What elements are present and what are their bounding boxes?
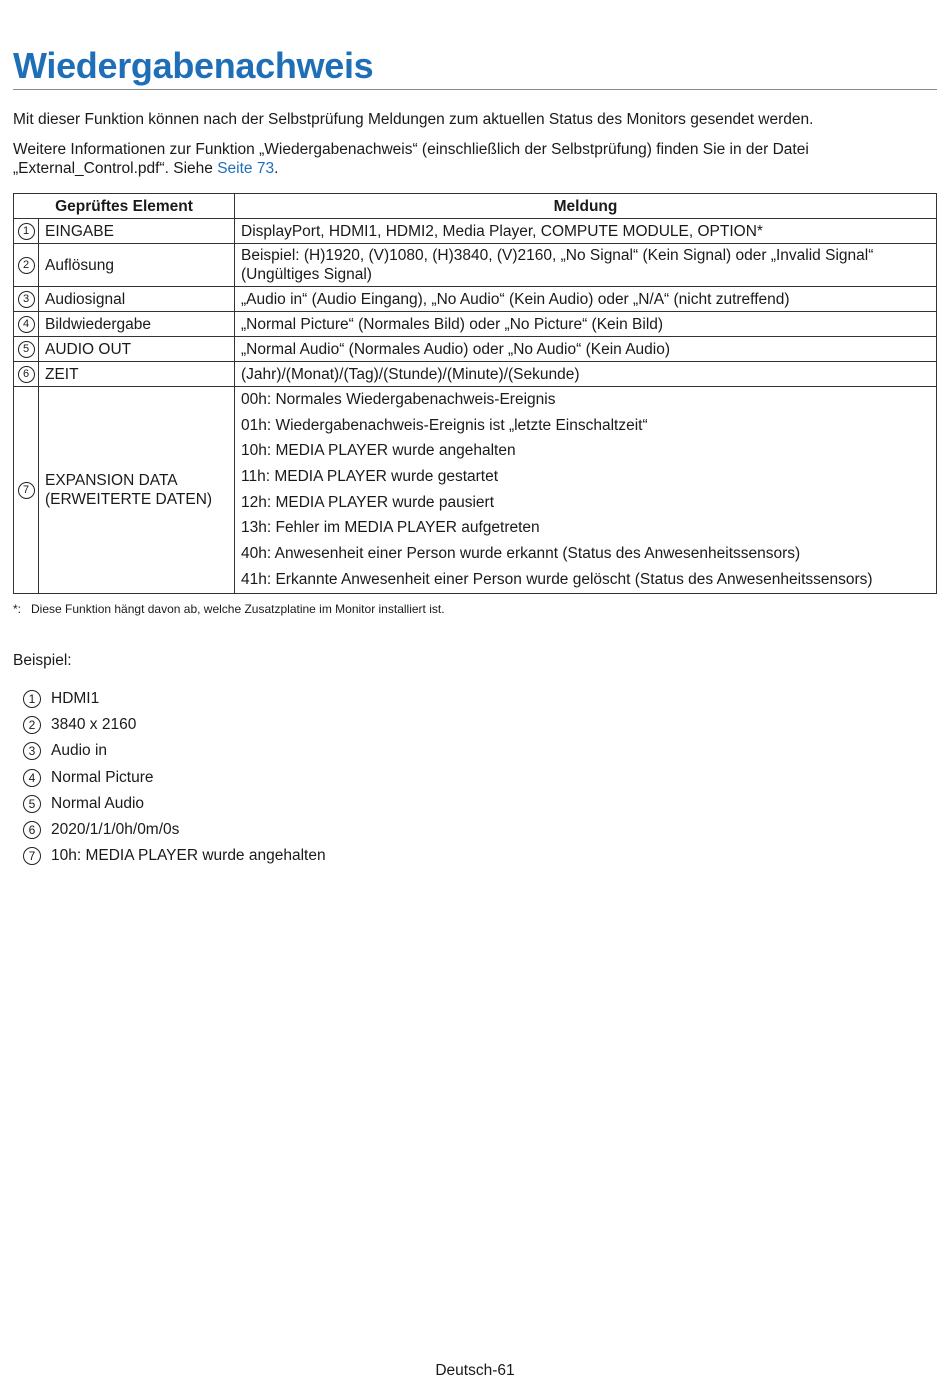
example-text: HDMI1 xyxy=(51,690,100,708)
example-item xyxy=(23,712,326,738)
footnote-mark: *: xyxy=(13,602,22,616)
element-line: (ERWEITERTE DATEN) xyxy=(45,490,213,508)
table-row xyxy=(14,362,937,387)
page-number: Deutsch-61 xyxy=(435,1362,515,1379)
row-message: „Normal Audio“ (Normales Audio) oder „No Audio“ (Kein Audio) xyxy=(235,337,937,362)
title-rule xyxy=(13,89,937,90)
circled-number: 1 xyxy=(23,690,41,708)
table-header-row xyxy=(14,194,937,219)
circled-number: 6 xyxy=(23,821,41,839)
expansion-message: 10h: MEDIA PLAYER wurde angehalten xyxy=(241,442,516,460)
row-element: Bildwiedergabe xyxy=(39,312,235,337)
row-element xyxy=(39,387,235,594)
expansion-message: 00h: Normales Wiedergabenachweis-Ereignis xyxy=(241,391,556,408)
circled-number: 1 xyxy=(18,223,35,240)
footnote xyxy=(13,602,445,616)
table-row xyxy=(14,244,937,287)
element-line: EXPANSION DATA xyxy=(45,471,178,489)
expansion-message: 01h: Wiedergabenachweis-Ereignis ist „letzte Einschaltzeit“ xyxy=(241,416,648,434)
table-row xyxy=(14,337,937,362)
header-element: Geprüftes Element xyxy=(14,194,235,219)
row-message-list xyxy=(235,387,937,594)
more-info-end: . xyxy=(274,160,279,177)
circled-number: 7 xyxy=(23,847,41,865)
row-number xyxy=(14,312,39,337)
row-number xyxy=(14,287,39,312)
row-number xyxy=(14,244,39,287)
expansion-message: 40h: Anwesenheit einer Person wurde erkannt (Status des Anwesenheitssensors) xyxy=(241,545,801,563)
example-item xyxy=(23,686,326,712)
expansion-message: 12h: MEDIA PLAYER wurde pausiert xyxy=(241,493,495,511)
example-item xyxy=(23,765,326,791)
circled-number: 2 xyxy=(18,257,35,274)
example-text: Normal Audio xyxy=(51,794,145,812)
table-row xyxy=(14,312,937,337)
example-text: 2020/1/1/0h/0m/0s xyxy=(51,821,180,839)
table-row xyxy=(14,219,937,244)
circled-number: 4 xyxy=(18,316,35,333)
example-item xyxy=(23,843,326,869)
example-text: 3840 x 2160 xyxy=(51,716,137,734)
example-item xyxy=(23,817,326,843)
example-item xyxy=(23,738,326,764)
row-message: DisplayPort, HDMI1, HDMI2, Media Player, COMPUTE MODULE, OPTION* xyxy=(235,219,937,244)
example-list xyxy=(23,686,326,869)
row-number xyxy=(14,387,39,594)
circled-number: 2 xyxy=(23,716,41,734)
expansion-message: 13h: Fehler im MEDIA PLAYER aufgetreten xyxy=(241,519,540,537)
more-info-paragraph xyxy=(13,140,923,178)
row-number xyxy=(14,337,39,362)
row-element: Auflösung xyxy=(39,244,235,287)
page-link[interactable]: Seite 73 xyxy=(217,160,275,177)
table-row-expansion xyxy=(14,387,937,594)
row-message: Beispiel: (H)1920, (V)1080, (H)3840, (V)2160, „No Signal“ (Kein Signal) oder „Invalid Signal“ (Ungültiges Signal) xyxy=(235,244,937,287)
circled-number: 3 xyxy=(18,291,35,308)
row-element: EINGABE xyxy=(39,219,235,244)
footnote-text: Diese Funktion hängt davon ab, welche Zusatzplatine im Monitor installiert ist. xyxy=(31,602,445,616)
circled-number: 5 xyxy=(18,341,35,358)
header-message: Meldung xyxy=(235,194,937,219)
row-message: (Jahr)/(Monat)/(Tag)/(Stunde)/(Minute)/(Sekunde) xyxy=(235,362,937,387)
page-title: Wiedergabenachweis xyxy=(13,45,374,86)
example-title: Beispiel: xyxy=(13,652,72,669)
expansion-message: 41h: Erkannte Anwesenheit einer Person wurde gelöscht (Status des Anwesenheitssensors) xyxy=(241,570,873,588)
circled-number: 6 xyxy=(18,366,35,383)
example-text: Audio in xyxy=(51,742,108,760)
row-message: „Audio in“ (Audio Eingang), „No Audio“ (Kein Audio) oder „N/A“ (nicht zutreffend) xyxy=(235,287,937,312)
circled-number: 5 xyxy=(23,795,41,813)
message-table xyxy=(13,193,937,594)
table-row xyxy=(14,287,937,312)
row-message: „Normal Picture“ (Normales Bild) oder „No Picture“ (Kein Bild) xyxy=(235,312,937,337)
more-info-text: Weitere Informationen zur Funktion „Wiedergabenachweis“ (einschließlich der Selbstprüfung) finden Sie in der Datei „External_Control.pdf“. Siehe xyxy=(13,141,809,177)
row-element: ZEIT xyxy=(39,362,235,387)
circled-number: 3 xyxy=(23,742,41,760)
row-number xyxy=(14,219,39,244)
intro-paragraph: Mit dieser Funktion können nach der Selbstprüfung Meldungen zum aktuellen Status des Monitors gesendet werden. xyxy=(13,111,814,128)
circled-number: 7 xyxy=(18,482,35,499)
example-text: 10h: MEDIA PLAYER wurde angehalten xyxy=(51,847,326,865)
example-item xyxy=(23,791,326,817)
expansion-message: 11h: MEDIA PLAYER wurde gestartet xyxy=(241,468,499,486)
circled-number: 4 xyxy=(23,769,41,787)
example-text: Normal Picture xyxy=(51,768,154,786)
row-number xyxy=(14,362,39,387)
row-element: AUDIO OUT xyxy=(39,337,235,362)
row-element: Audiosignal xyxy=(39,287,235,312)
